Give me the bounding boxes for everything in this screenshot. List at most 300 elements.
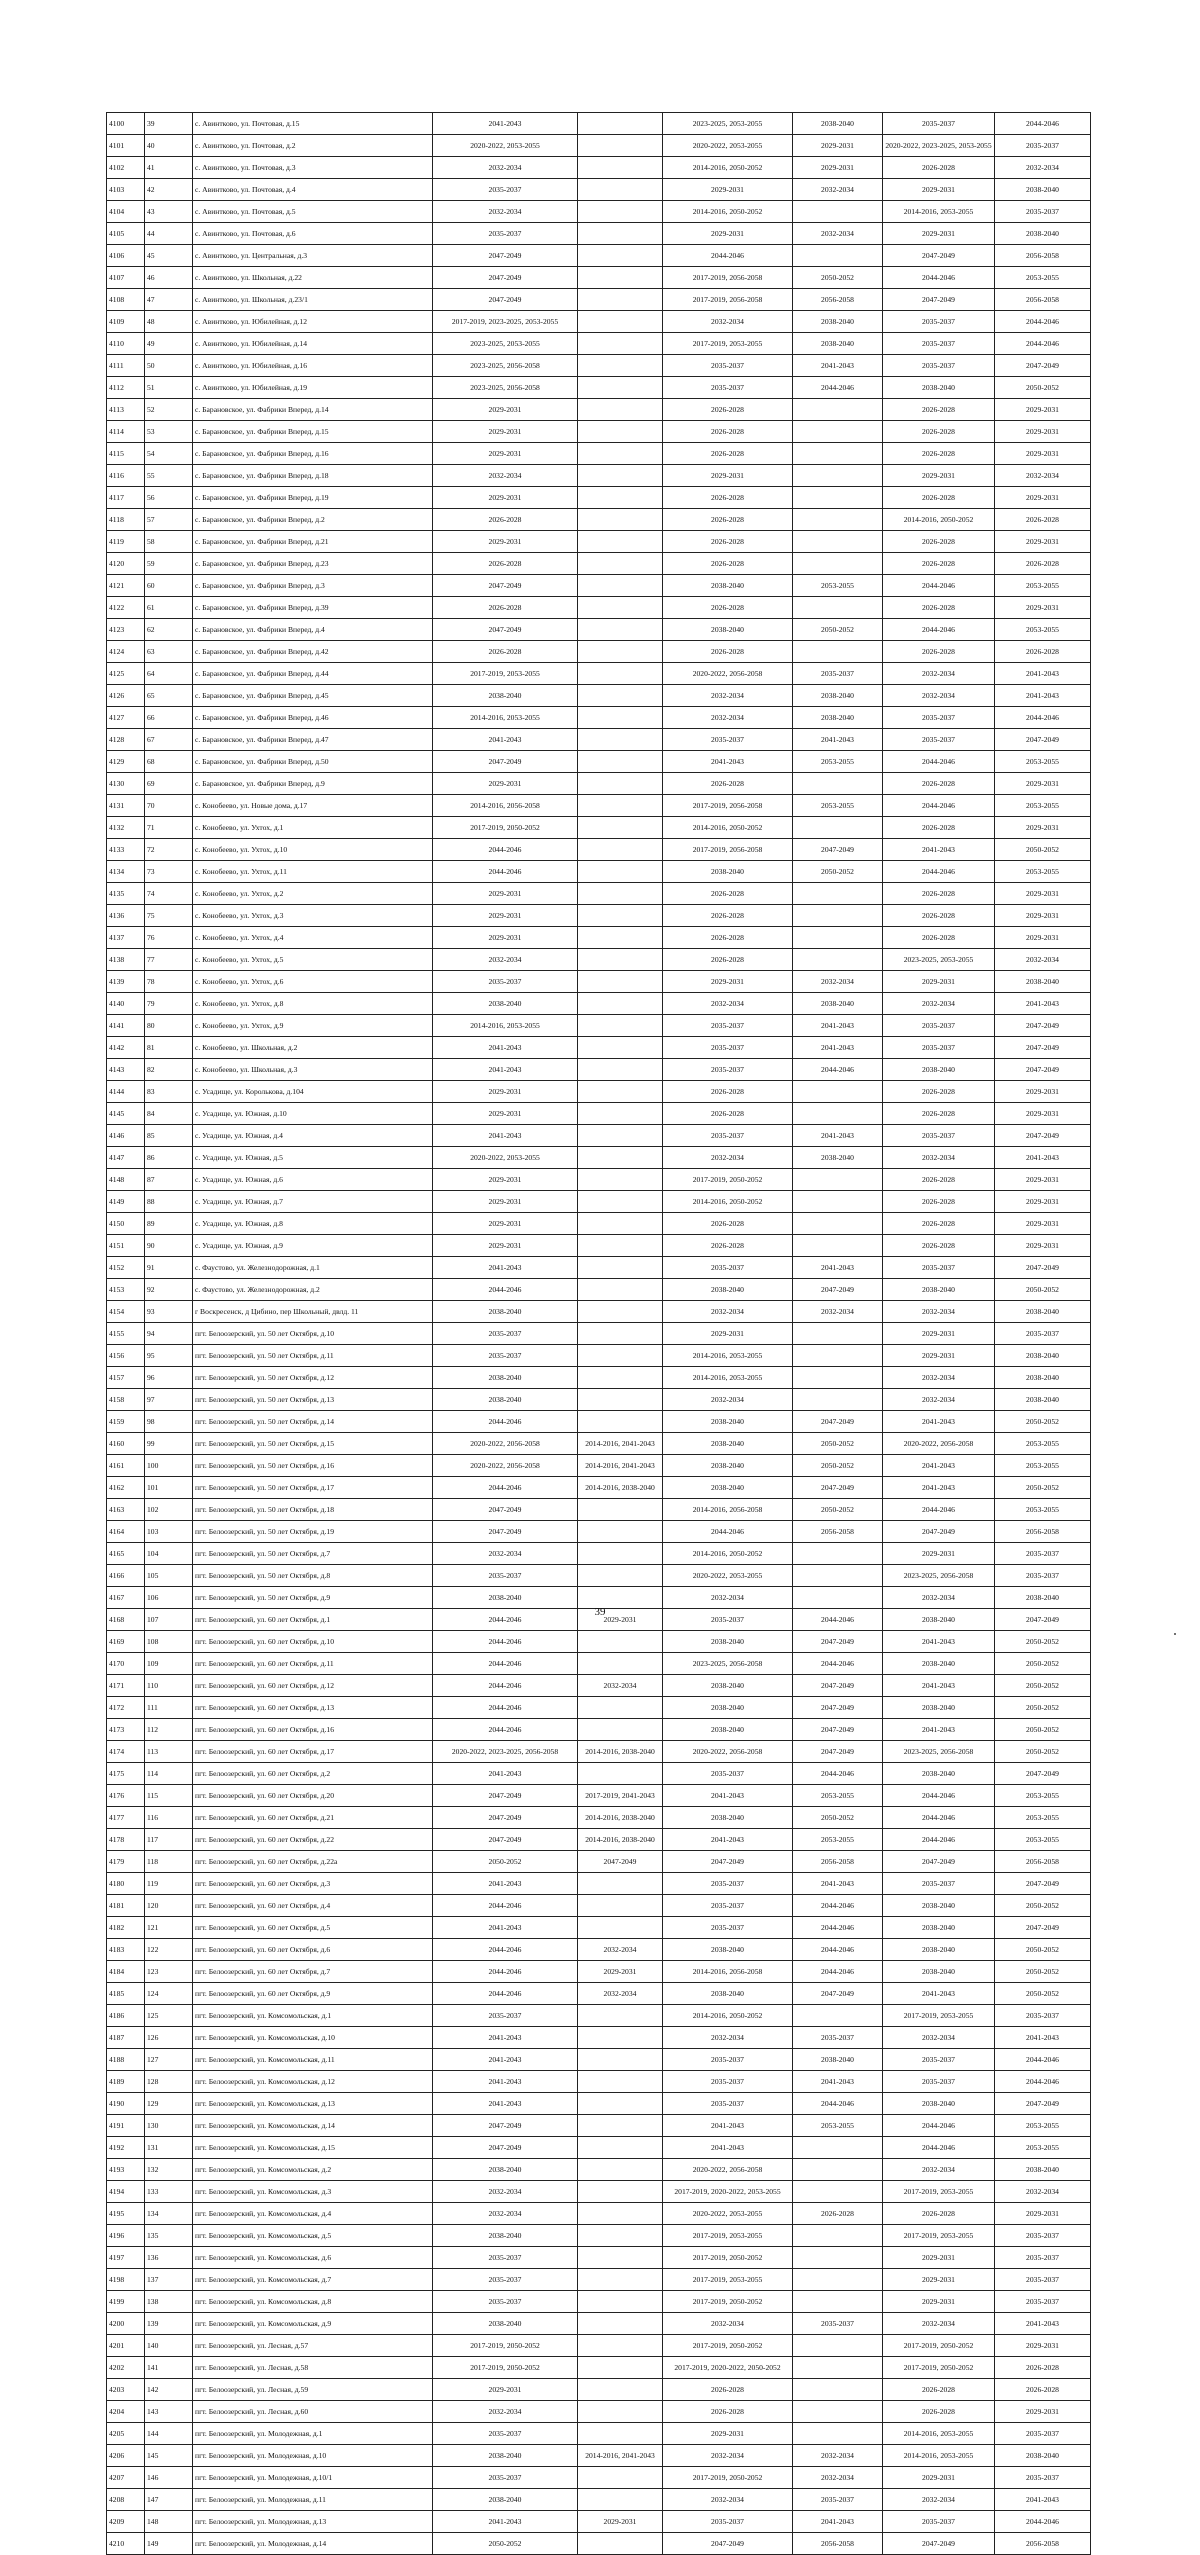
cell-period-2 <box>578 179 663 201</box>
table-row <box>107 179 1091 201</box>
cell-address: с. Барановское, ул. Фабрики Вперед, д.47 <box>193 729 433 751</box>
cell-row-number: 4185 <box>107 1983 145 2005</box>
cell-period-3: 2035-2037 <box>663 1895 793 1917</box>
table-row <box>107 1389 1091 1411</box>
cell-period-4: 2050-2052 <box>793 861 883 883</box>
cell-row-number: 4192 <box>107 2137 145 2159</box>
cell-period-6: 2026-2028 <box>995 553 1091 575</box>
cell-period-6: 2050-2052 <box>995 1895 1091 1917</box>
cell-address: с. Усадище, ул. Южная, д.5 <box>193 1147 433 1169</box>
cell-period-1: 2020-2022, 2023-2025, 2056-2058 <box>433 1741 578 1763</box>
cell-period-4 <box>793 1081 883 1103</box>
table-row <box>107 1631 1091 1653</box>
cell-row-number: 4210 <box>107 2533 145 2555</box>
cell-period-4 <box>793 201 883 223</box>
cell-period-4: 2041-2043 <box>793 2071 883 2093</box>
cell-period-6: 2038-2040 <box>995 223 1091 245</box>
cell-item-number: 76 <box>145 927 193 949</box>
cell-period-2 <box>578 2313 663 2335</box>
cell-period-6: 2056-2058 <box>995 245 1091 267</box>
cell-period-3: 2017-2019, 2056-2058 <box>663 267 793 289</box>
cell-period-3: 2035-2037 <box>663 355 793 377</box>
cell-address: с. Конобеево, ул. Новые дома, д.17 <box>193 795 433 817</box>
cell-address: пгт. Белоозерский, ул. 50 лет Октября, д.17 <box>193 1477 433 1499</box>
cell-period-2 <box>578 1279 663 1301</box>
cell-period-4 <box>793 883 883 905</box>
table-row <box>107 1565 1091 1587</box>
cell-period-2 <box>578 883 663 905</box>
cell-item-number: 43 <box>145 201 193 223</box>
cell-period-3: 2023-2025, 2056-2058 <box>663 1653 793 1675</box>
cell-address: пгт. Белоозерский, ул. Комсомольская, д.6 <box>193 2247 433 2269</box>
cell-period-4: 2044-2046 <box>793 1939 883 1961</box>
cell-item-number: 63 <box>145 641 193 663</box>
cell-address: пгт. Белоозерский, ул. 60 лет Октября, д.13 <box>193 1697 433 1719</box>
cell-period-3: 2038-2040 <box>663 619 793 641</box>
cell-item-number: 149 <box>145 2533 193 2555</box>
cell-period-5: 2026-2028 <box>883 399 995 421</box>
cell-row-number: 4131 <box>107 795 145 817</box>
cell-item-number: 85 <box>145 1125 193 1147</box>
cell-period-4: 2050-2052 <box>793 267 883 289</box>
cell-period-6: 2038-2040 <box>995 1587 1091 1609</box>
cell-address: с. Авинтково, ул. Почтовая, д.3 <box>193 157 433 179</box>
cell-period-3: 2038-2040 <box>663 1983 793 2005</box>
cell-item-number: 110 <box>145 1675 193 1697</box>
cell-period-1: 2017-2019, 2053-2055 <box>433 663 578 685</box>
table-row <box>107 311 1091 333</box>
cell-period-4: 2035-2037 <box>793 663 883 685</box>
cell-row-number: 4121 <box>107 575 145 597</box>
cell-period-6: 2047-2049 <box>995 729 1091 751</box>
table-row <box>107 509 1091 531</box>
cell-row-number: 4107 <box>107 267 145 289</box>
cell-item-number: 92 <box>145 1279 193 1301</box>
cell-period-3: 2035-2037 <box>663 1015 793 1037</box>
cell-period-6: 2044-2046 <box>995 2511 1091 2533</box>
cell-period-1: 2029-2031 <box>433 1235 578 1257</box>
cell-period-1: 2017-2019, 2023-2025, 2053-2055 <box>433 311 578 333</box>
cell-address: с. Усадище, ул. Южная, д.4 <box>193 1125 433 1147</box>
cell-period-3: 2038-2040 <box>663 861 793 883</box>
cell-period-5: 2032-2034 <box>883 1389 995 1411</box>
cell-item-number: 138 <box>145 2291 193 2313</box>
cell-period-5: 2032-2034 <box>883 1301 995 1323</box>
cell-period-5: 2032-2034 <box>883 2027 995 2049</box>
cell-period-3: 2020-2022, 2056-2058 <box>663 663 793 685</box>
cell-item-number: 123 <box>145 1961 193 1983</box>
cell-period-1: 2029-2031 <box>433 1191 578 1213</box>
cell-item-number: 67 <box>145 729 193 751</box>
cell-period-2 <box>578 1565 663 1587</box>
cell-period-2 <box>578 773 663 795</box>
cell-period-2 <box>578 1719 663 1741</box>
cell-row-number: 4172 <box>107 1697 145 1719</box>
cell-period-2: 2029-2031 <box>578 1609 663 1631</box>
cell-period-1: 2041-2043 <box>433 1873 578 1895</box>
cell-item-number: 47 <box>145 289 193 311</box>
cell-row-number: 4144 <box>107 1081 145 1103</box>
cell-period-1: 2044-2046 <box>433 1697 578 1719</box>
cell-period-5: 2032-2034 <box>883 2313 995 2335</box>
cell-row-number: 4132 <box>107 817 145 839</box>
cell-period-3: 2026-2028 <box>663 949 793 971</box>
cell-address: с. Авинтково, ул. Почтовая, д.5 <box>193 201 433 223</box>
cell-period-4 <box>793 421 883 443</box>
cell-item-number: 147 <box>145 2489 193 2511</box>
cell-period-5: 2047-2049 <box>883 289 995 311</box>
cell-period-6: 2050-2052 <box>995 1719 1091 1741</box>
cell-period-2: 2029-2031 <box>578 2511 663 2533</box>
cell-period-2 <box>578 2401 663 2423</box>
cell-row-number: 4206 <box>107 2445 145 2467</box>
cell-period-3: 2029-2031 <box>663 2423 793 2445</box>
cell-period-6: 2053-2055 <box>995 861 1091 883</box>
cell-period-1: 2035-2037 <box>433 2247 578 2269</box>
cell-period-6: 2035-2037 <box>995 1543 1091 1565</box>
cell-period-6: 2035-2037 <box>995 135 1091 157</box>
cell-period-4 <box>793 2181 883 2203</box>
cell-period-6: 2053-2055 <box>995 2115 1091 2137</box>
cell-period-3: 2032-2034 <box>663 1301 793 1323</box>
cell-period-6: 2041-2043 <box>995 2489 1091 2511</box>
cell-address: с. Барановское, ул. Фабрики Вперед, д.9 <box>193 773 433 795</box>
cell-period-3: 2026-2028 <box>663 443 793 465</box>
table-row <box>107 2335 1091 2357</box>
cell-period-2: 2032-2034 <box>578 1983 663 2005</box>
cell-period-2 <box>578 377 663 399</box>
cell-period-2 <box>578 223 663 245</box>
cell-period-2 <box>578 135 663 157</box>
cell-address: пгт. Белоозерский, ул. 50 лет Октября, д.8 <box>193 1565 433 1587</box>
cell-period-1: 2047-2049 <box>433 575 578 597</box>
cell-item-number: 57 <box>145 509 193 531</box>
cell-period-1: 2044-2046 <box>433 1279 578 1301</box>
cell-period-1: 2029-2031 <box>433 883 578 905</box>
cell-item-number: 97 <box>145 1389 193 1411</box>
cell-period-3: 2035-2037 <box>663 2071 793 2093</box>
cell-period-5: 2014-2016, 2053-2055 <box>883 2445 995 2467</box>
table-row <box>107 1191 1091 1213</box>
cell-item-number: 127 <box>145 2049 193 2071</box>
cell-row-number: 4170 <box>107 1653 145 1675</box>
cell-period-5: 2047-2049 <box>883 1521 995 1543</box>
cell-period-4: 2041-2043 <box>793 1125 883 1147</box>
cell-row-number: 4134 <box>107 861 145 883</box>
cell-item-number: 74 <box>145 883 193 905</box>
cell-period-6: 2035-2037 <box>995 2247 1091 2269</box>
cell-address: с. Барановское, ул. Фабрики Вперед, д.45 <box>193 685 433 707</box>
cell-row-number: 4104 <box>107 201 145 223</box>
cell-period-3: 2041-2043 <box>663 2137 793 2159</box>
cell-period-4 <box>793 1543 883 1565</box>
cell-row-number: 4199 <box>107 2291 145 2313</box>
cell-address: с. Усадище, ул. Южная, д.8 <box>193 1213 433 1235</box>
cell-item-number: 146 <box>145 2467 193 2489</box>
cell-row-number: 4208 <box>107 2489 145 2511</box>
cell-row-number: 4181 <box>107 1895 145 1917</box>
cell-period-1: 2017-2019, 2050-2052 <box>433 2335 578 2357</box>
cell-period-5: 2017-2019, 2053-2055 <box>883 2005 995 2027</box>
cell-period-2 <box>578 2203 663 2225</box>
cell-period-1: 2029-2031 <box>433 1103 578 1125</box>
cell-period-2 <box>578 751 663 773</box>
cell-item-number: 53 <box>145 421 193 443</box>
cell-row-number: 4114 <box>107 421 145 443</box>
cell-item-number: 101 <box>145 1477 193 1499</box>
cell-period-2 <box>578 113 663 135</box>
cell-period-3: 2035-2037 <box>663 1037 793 1059</box>
cell-period-6: 2047-2049 <box>995 1609 1091 1631</box>
cell-period-5: 2038-2040 <box>883 377 995 399</box>
cell-period-6: 2047-2049 <box>995 355 1091 377</box>
cell-period-6: 2026-2028 <box>995 509 1091 531</box>
cell-period-4 <box>793 1103 883 1125</box>
cell-address: пгт. Белоозерский, ул. Комсомольская, д.7 <box>193 2269 433 2291</box>
cell-address: с. Авинтково, ул. Школьная, д.22 <box>193 267 433 289</box>
cell-period-4 <box>793 245 883 267</box>
cell-period-3: 2029-2031 <box>663 179 793 201</box>
cell-period-6: 2041-2043 <box>995 993 1091 1015</box>
cell-row-number: 4161 <box>107 1455 145 1477</box>
cell-row-number: 4141 <box>107 1015 145 1037</box>
cell-period-5: 2026-2028 <box>883 2379 995 2401</box>
table-row <box>107 1015 1091 1037</box>
cell-period-2 <box>578 1543 663 1565</box>
cell-item-number: 120 <box>145 1895 193 1917</box>
cell-row-number: 4207 <box>107 2467 145 2489</box>
cell-item-number: 83 <box>145 1081 193 1103</box>
cell-period-5: 2026-2028 <box>883 1169 995 1191</box>
cell-period-1: 2047-2049 <box>433 751 578 773</box>
cell-period-2 <box>578 1697 663 1719</box>
cell-period-3: 2029-2031 <box>663 223 793 245</box>
cell-period-2 <box>578 289 663 311</box>
cell-period-6: 2029-2031 <box>995 421 1091 443</box>
cell-period-3: 2026-2028 <box>663 641 793 663</box>
cell-period-1: 2047-2049 <box>433 245 578 267</box>
cell-item-number: 91 <box>145 1257 193 1279</box>
cell-period-3: 2026-2028 <box>663 773 793 795</box>
cell-period-5: 2029-2031 <box>883 465 995 487</box>
cell-period-4 <box>793 1323 883 1345</box>
cell-period-2 <box>578 2247 663 2269</box>
cell-period-4 <box>793 1367 883 1389</box>
cell-row-number: 4167 <box>107 1587 145 1609</box>
cell-period-6: 2053-2055 <box>995 2137 1091 2159</box>
cell-period-2 <box>578 1191 663 1213</box>
table-row <box>107 1675 1091 1697</box>
cell-period-2 <box>578 1895 663 1917</box>
cell-row-number: 4175 <box>107 1763 145 1785</box>
cell-address: с. Фаустово, ул. Железнодорожная, д.1 <box>193 1257 433 1279</box>
cell-row-number: 4180 <box>107 1873 145 1895</box>
cell-period-6: 2053-2055 <box>995 1807 1091 1829</box>
cell-period-1: 2038-2040 <box>433 2489 578 2511</box>
cell-address: с. Усадище, ул. Южная, д.9 <box>193 1235 433 1257</box>
cell-period-3: 2026-2028 <box>663 883 793 905</box>
cell-period-5: 2044-2046 <box>883 1807 995 1829</box>
cell-address: пгт. Белоозерский, ул. 60 лет Октября, д.7 <box>193 1961 433 1983</box>
cell-period-3: 2029-2031 <box>663 1323 793 1345</box>
cell-period-2 <box>578 1103 663 1125</box>
cell-period-5: 2026-2028 <box>883 641 995 663</box>
cell-period-4: 2035-2037 <box>793 2313 883 2335</box>
cell-row-number: 4159 <box>107 1411 145 1433</box>
cell-period-3: 2035-2037 <box>663 1609 793 1631</box>
table-row <box>107 289 1091 311</box>
cell-period-6: 2038-2040 <box>995 1301 1091 1323</box>
cell-period-5: 2038-2040 <box>883 1653 995 1675</box>
cell-period-1: 2038-2040 <box>433 993 578 1015</box>
cell-period-1: 2029-2031 <box>433 421 578 443</box>
table-row <box>107 1873 1091 1895</box>
table-row <box>107 2181 1091 2203</box>
cell-period-6: 2026-2028 <box>995 2379 1091 2401</box>
cell-period-1: 2032-2034 <box>433 201 578 223</box>
cell-period-5: 2047-2049 <box>883 2533 995 2555</box>
cell-period-2 <box>578 641 663 663</box>
table-row <box>107 2533 1091 2555</box>
cell-period-4: 2056-2058 <box>793 2533 883 2555</box>
cell-item-number: 52 <box>145 399 193 421</box>
cell-item-number: 81 <box>145 1037 193 1059</box>
cell-row-number: 4126 <box>107 685 145 707</box>
cell-row-number: 4100 <box>107 113 145 135</box>
cell-item-number: 121 <box>145 1917 193 1939</box>
cell-period-3: 2035-2037 <box>663 729 793 751</box>
table-row <box>107 2269 1091 2291</box>
cell-period-1: 2038-2040 <box>433 1389 578 1411</box>
cell-period-6: 2029-2031 <box>995 487 1091 509</box>
cell-item-number: 99 <box>145 1433 193 1455</box>
cell-period-2: 2014-2016, 2041-2043 <box>578 2445 663 2467</box>
cell-item-number: 86 <box>145 1147 193 1169</box>
cell-period-4: 2038-2040 <box>793 311 883 333</box>
cell-item-number: 115 <box>145 1785 193 1807</box>
cell-period-5: 2044-2046 <box>883 619 995 641</box>
cell-address: пгт. Белоозерский, ул. Комсомольская, д.14 <box>193 2115 433 2137</box>
cell-address: с. Усадище, ул. Южная, д.7 <box>193 1191 433 1213</box>
table-row <box>107 1895 1091 1917</box>
cell-address: пгт. Белоозерский, ул. 60 лет Октября, д.21 <box>193 1807 433 1829</box>
cell-period-4 <box>793 2225 883 2247</box>
cell-period-3: 2026-2028 <box>663 1081 793 1103</box>
table-row <box>107 1345 1091 1367</box>
cell-item-number: 102 <box>145 1499 193 1521</box>
table-row <box>107 2291 1091 2313</box>
cell-period-5: 2035-2037 <box>883 2049 995 2071</box>
cell-item-number: 56 <box>145 487 193 509</box>
cell-address: с. Усадище, ул. Корольковa, д.104 <box>193 1081 433 1103</box>
cell-item-number: 54 <box>145 443 193 465</box>
table-row <box>107 2313 1091 2335</box>
cell-period-4: 2041-2043 <box>793 729 883 751</box>
cell-period-4: 2032-2034 <box>793 1301 883 1323</box>
cell-item-number: 108 <box>145 1631 193 1653</box>
cell-period-2 <box>578 1015 663 1037</box>
cell-period-1: 2029-2031 <box>433 1169 578 1191</box>
cell-address: пгт. Белоозерский, ул. 60 лет Октября, д.20 <box>193 1785 433 1807</box>
cell-period-2: 2032-2034 <box>578 1675 663 1697</box>
cell-period-1: 2026-2028 <box>433 641 578 663</box>
cell-period-1: 2041-2043 <box>433 113 578 135</box>
cell-period-3: 2023-2025, 2053-2055 <box>663 113 793 135</box>
cell-period-5: 2020-2022, 2056-2058 <box>883 1433 995 1455</box>
cell-period-3: 2017-2019, 2020-2022, 2050-2052 <box>663 2357 793 2379</box>
cell-row-number: 4105 <box>107 223 145 245</box>
cell-period-5: 2023-2025, 2056-2058 <box>883 1741 995 1763</box>
cell-address: пгт. Белоозерский, ул. Молодежная, д.13 <box>193 2511 433 2533</box>
cell-period-6: 2029-2031 <box>995 2401 1091 2423</box>
cell-period-1: 2029-2031 <box>433 773 578 795</box>
cell-row-number: 4160 <box>107 1433 145 1455</box>
cell-item-number: 41 <box>145 157 193 179</box>
cell-period-2 <box>578 465 663 487</box>
cell-row-number: 4191 <box>107 2115 145 2137</box>
cell-period-4: 2038-2040 <box>793 993 883 1015</box>
cell-period-1: 2044-2046 <box>433 1411 578 1433</box>
table-row <box>107 1543 1091 1565</box>
cell-period-4: 2056-2058 <box>793 1851 883 1873</box>
table-row <box>107 2467 1091 2489</box>
cell-address: пгт. Белоозерский, ул. Комсомольская, д.12 <box>193 2071 433 2093</box>
table-row <box>107 1235 1091 1257</box>
cell-row-number: 4156 <box>107 1345 145 1367</box>
cell-period-6: 2047-2049 <box>995 1763 1091 1785</box>
cell-period-4 <box>793 2005 883 2027</box>
table-row <box>107 2027 1091 2049</box>
cell-period-1: 2014-2016, 2053-2055 <box>433 1015 578 1037</box>
cell-address: пгт. Белоозерский, ул. 60 лет Октября, д.17 <box>193 1741 433 1763</box>
table-row <box>107 1125 1091 1147</box>
cell-period-2 <box>578 707 663 729</box>
cell-period-6: 2053-2055 <box>995 751 1091 773</box>
cell-period-2 <box>578 487 663 509</box>
cell-period-6: 2053-2055 <box>995 795 1091 817</box>
cell-period-4 <box>793 2269 883 2291</box>
cell-item-number: 126 <box>145 2027 193 2049</box>
cell-period-2 <box>578 2005 663 2027</box>
cell-period-1: 2029-2031 <box>433 2379 578 2401</box>
table-row <box>107 883 1091 905</box>
cell-period-4: 2053-2055 <box>793 2115 883 2137</box>
cell-period-1: 2047-2049 <box>433 2137 578 2159</box>
cell-period-4: 2044-2046 <box>793 1059 883 1081</box>
cell-period-6: 2035-2037 <box>995 1565 1091 1587</box>
cell-period-3: 2047-2049 <box>663 1851 793 1873</box>
cell-period-6: 2047-2049 <box>995 1917 1091 1939</box>
cell-address: с. Барановское, ул. Фабрики Вперед, д.16 <box>193 443 433 465</box>
table-row <box>107 1411 1091 1433</box>
cell-item-number: 45 <box>145 245 193 267</box>
cell-address: с. Конобеево, ул. Ухтох, д.9 <box>193 1015 433 1037</box>
cell-period-1: 2029-2031 <box>433 1213 578 1235</box>
cell-period-4 <box>793 2335 883 2357</box>
cell-period-4: 2047-2049 <box>793 1631 883 1653</box>
cell-row-number: 4124 <box>107 641 145 663</box>
cell-period-2: 2047-2049 <box>578 1851 663 1873</box>
cell-address: с. Авинтково, ул. Юбилейная, д.16 <box>193 355 433 377</box>
cell-period-4 <box>793 2401 883 2423</box>
cell-period-4: 2026-2028 <box>793 2203 883 2225</box>
cell-row-number: 4194 <box>107 2181 145 2203</box>
cell-period-4: 2038-2040 <box>793 1147 883 1169</box>
cell-period-2 <box>578 729 663 751</box>
cell-period-5: 2041-2043 <box>883 839 995 861</box>
cell-period-2 <box>578 1037 663 1059</box>
cell-period-3: 2029-2031 <box>663 465 793 487</box>
